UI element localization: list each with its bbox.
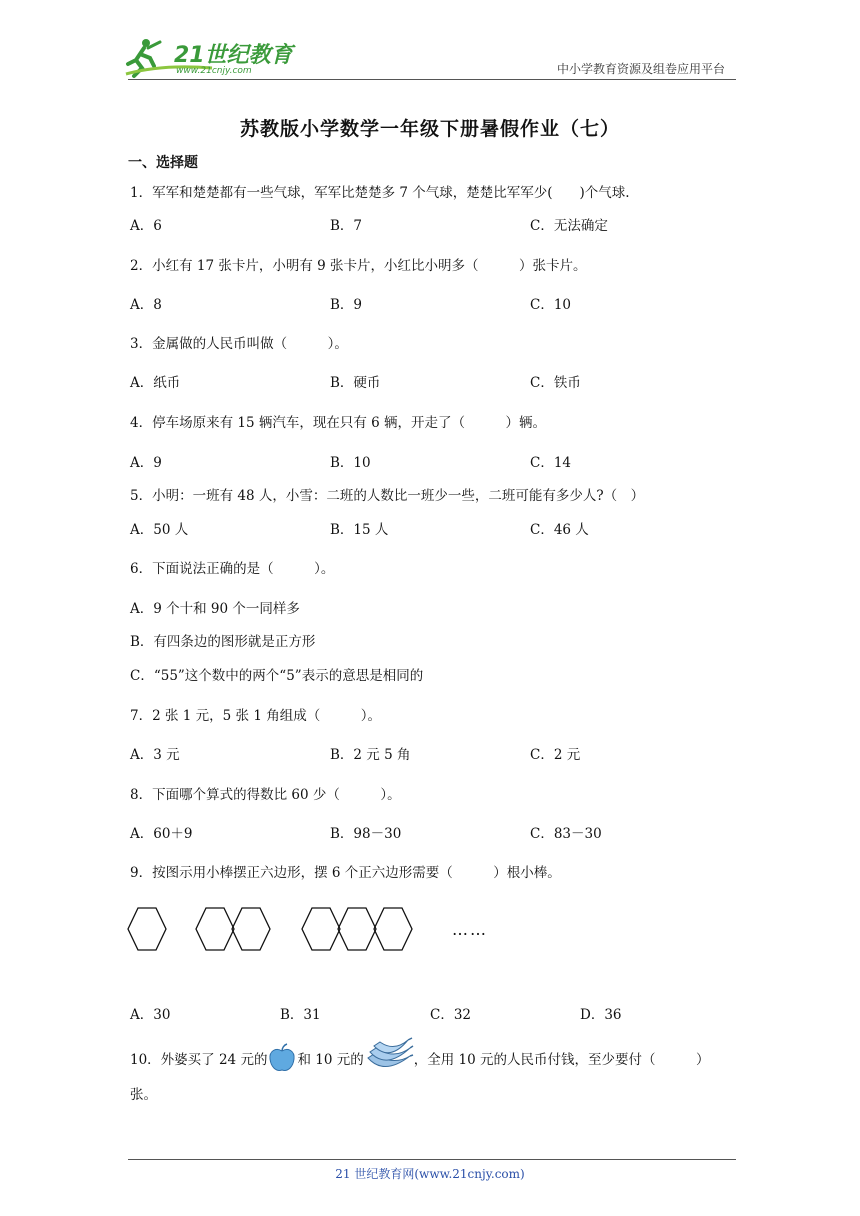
question-4: 4．停车场原来有 15 辆汽车，现在只有 6 辆，开走了（ ）辆。	[130, 415, 547, 431]
q4-option-a: A．9	[130, 455, 162, 471]
q9-option-d: D．36	[580, 1007, 622, 1023]
hexagon-figure	[126, 906, 426, 958]
question-9: 9．按图示用小棒摆正六边形，摆 6 个正六边形需要（ ）根小棒。	[130, 865, 561, 881]
q8-option-c: C．83－30	[530, 826, 602, 842]
q7-option-b: B．2 元 5 角	[330, 747, 411, 763]
question-3: 3．金属做的人民币叫做（ ）。	[130, 336, 348, 352]
q2-option-a: A．8	[130, 297, 162, 313]
question-10	[130, 1040, 709, 1076]
q10-text-part-3: ，全用 10 元的人民币付钱，至少要付（ ）	[413, 1052, 710, 1068]
hexagon-shape	[302, 908, 340, 950]
site-name: 中小学教育资源及组卷应用平台	[556, 62, 725, 76]
hexagon-shape	[232, 908, 270, 950]
question-8: 8．下面哪个算式的得数比 60 少（ ）。	[130, 787, 401, 803]
hexagon-shape	[196, 908, 234, 950]
apple-icon	[267, 1043, 297, 1073]
q3-option-c: C．铁币	[530, 375, 581, 391]
q7-option-a: A．3 元	[130, 747, 180, 763]
q7-option-c: C．2 元	[530, 747, 581, 763]
q6-option-a: A．9 个十和 90 个一同样多	[130, 601, 300, 617]
q9-option-c: C．32	[430, 1007, 472, 1023]
footer-text: 21 世纪教育网(www.21cnjy.com)	[335, 1167, 525, 1181]
q5-option-a: A．50 人	[130, 522, 189, 538]
q6-option-c: C．“55”这个数中的两个“5”表示的意思是相同的	[130, 668, 424, 684]
q10-text-part-1: 10．外婆买了 24 元的	[130, 1052, 268, 1068]
question-2: 2．小红有 17 张卡片，小明有 9 张卡片，小红比小明多（ ）张卡片。	[130, 258, 587, 274]
q3-option-b: B．硬币	[330, 375, 381, 391]
question-1: 1．军军和楚楚都有一些气球，军军比楚楚多 7 个气球，楚楚比军军少( )个气球.	[130, 185, 630, 201]
footer-divider	[128, 1159, 736, 1160]
question-6: 6．下面说法正确的是（ ）。	[130, 561, 335, 577]
hexagon-shape	[374, 908, 412, 950]
q5-option-b: B．15 人	[330, 522, 389, 538]
q5-option-c: C．46 人	[530, 522, 589, 538]
site-logo	[122, 34, 292, 80]
q1-option-c: C．无法确定	[530, 218, 608, 234]
question-10-line-2: 张。	[130, 1087, 157, 1103]
q10-text-part-2: 和 10 元的	[297, 1052, 364, 1068]
header-divider	[128, 79, 736, 80]
banana-icon	[364, 1036, 414, 1076]
ellipsis: ……	[452, 920, 488, 939]
logo-text: 21世纪教育	[174, 43, 293, 68]
q2-option-b: B．9	[330, 297, 363, 313]
q1-option-b: B．7	[330, 218, 363, 234]
page-title: 苏教版小学数学一年级下册暑假作业（七）	[239, 118, 620, 140]
logo-url: www.21cnjy.com	[176, 66, 252, 76]
q4-option-c: C．14	[530, 455, 572, 471]
q2-option-c: C．10	[530, 297, 572, 313]
hexagon-shape	[128, 908, 166, 950]
question-5: 5．小明：一班有 48 人，小雪：二班的人数比一班少一些，二班可能有多少人?（ ）	[130, 488, 645, 504]
question-7: 7．2 张 1 元，5 张 1 角组成（ ）。	[130, 708, 381, 724]
q8-option-a: A．60＋9	[130, 826, 193, 842]
q9-option-b: B．31	[280, 1007, 321, 1023]
section-heading: 一、选择题	[128, 155, 198, 171]
q9-option-a: A．30	[130, 1007, 171, 1023]
hexagon-shape	[338, 908, 376, 950]
q6-option-b: B．有四条边的图形就是正方形	[130, 634, 316, 650]
q8-option-b: B．98－30	[330, 826, 402, 842]
q4-option-b: B．10	[330, 455, 371, 471]
q3-option-a: A．纸币	[130, 375, 181, 391]
q1-option-a: A．6	[130, 218, 162, 234]
